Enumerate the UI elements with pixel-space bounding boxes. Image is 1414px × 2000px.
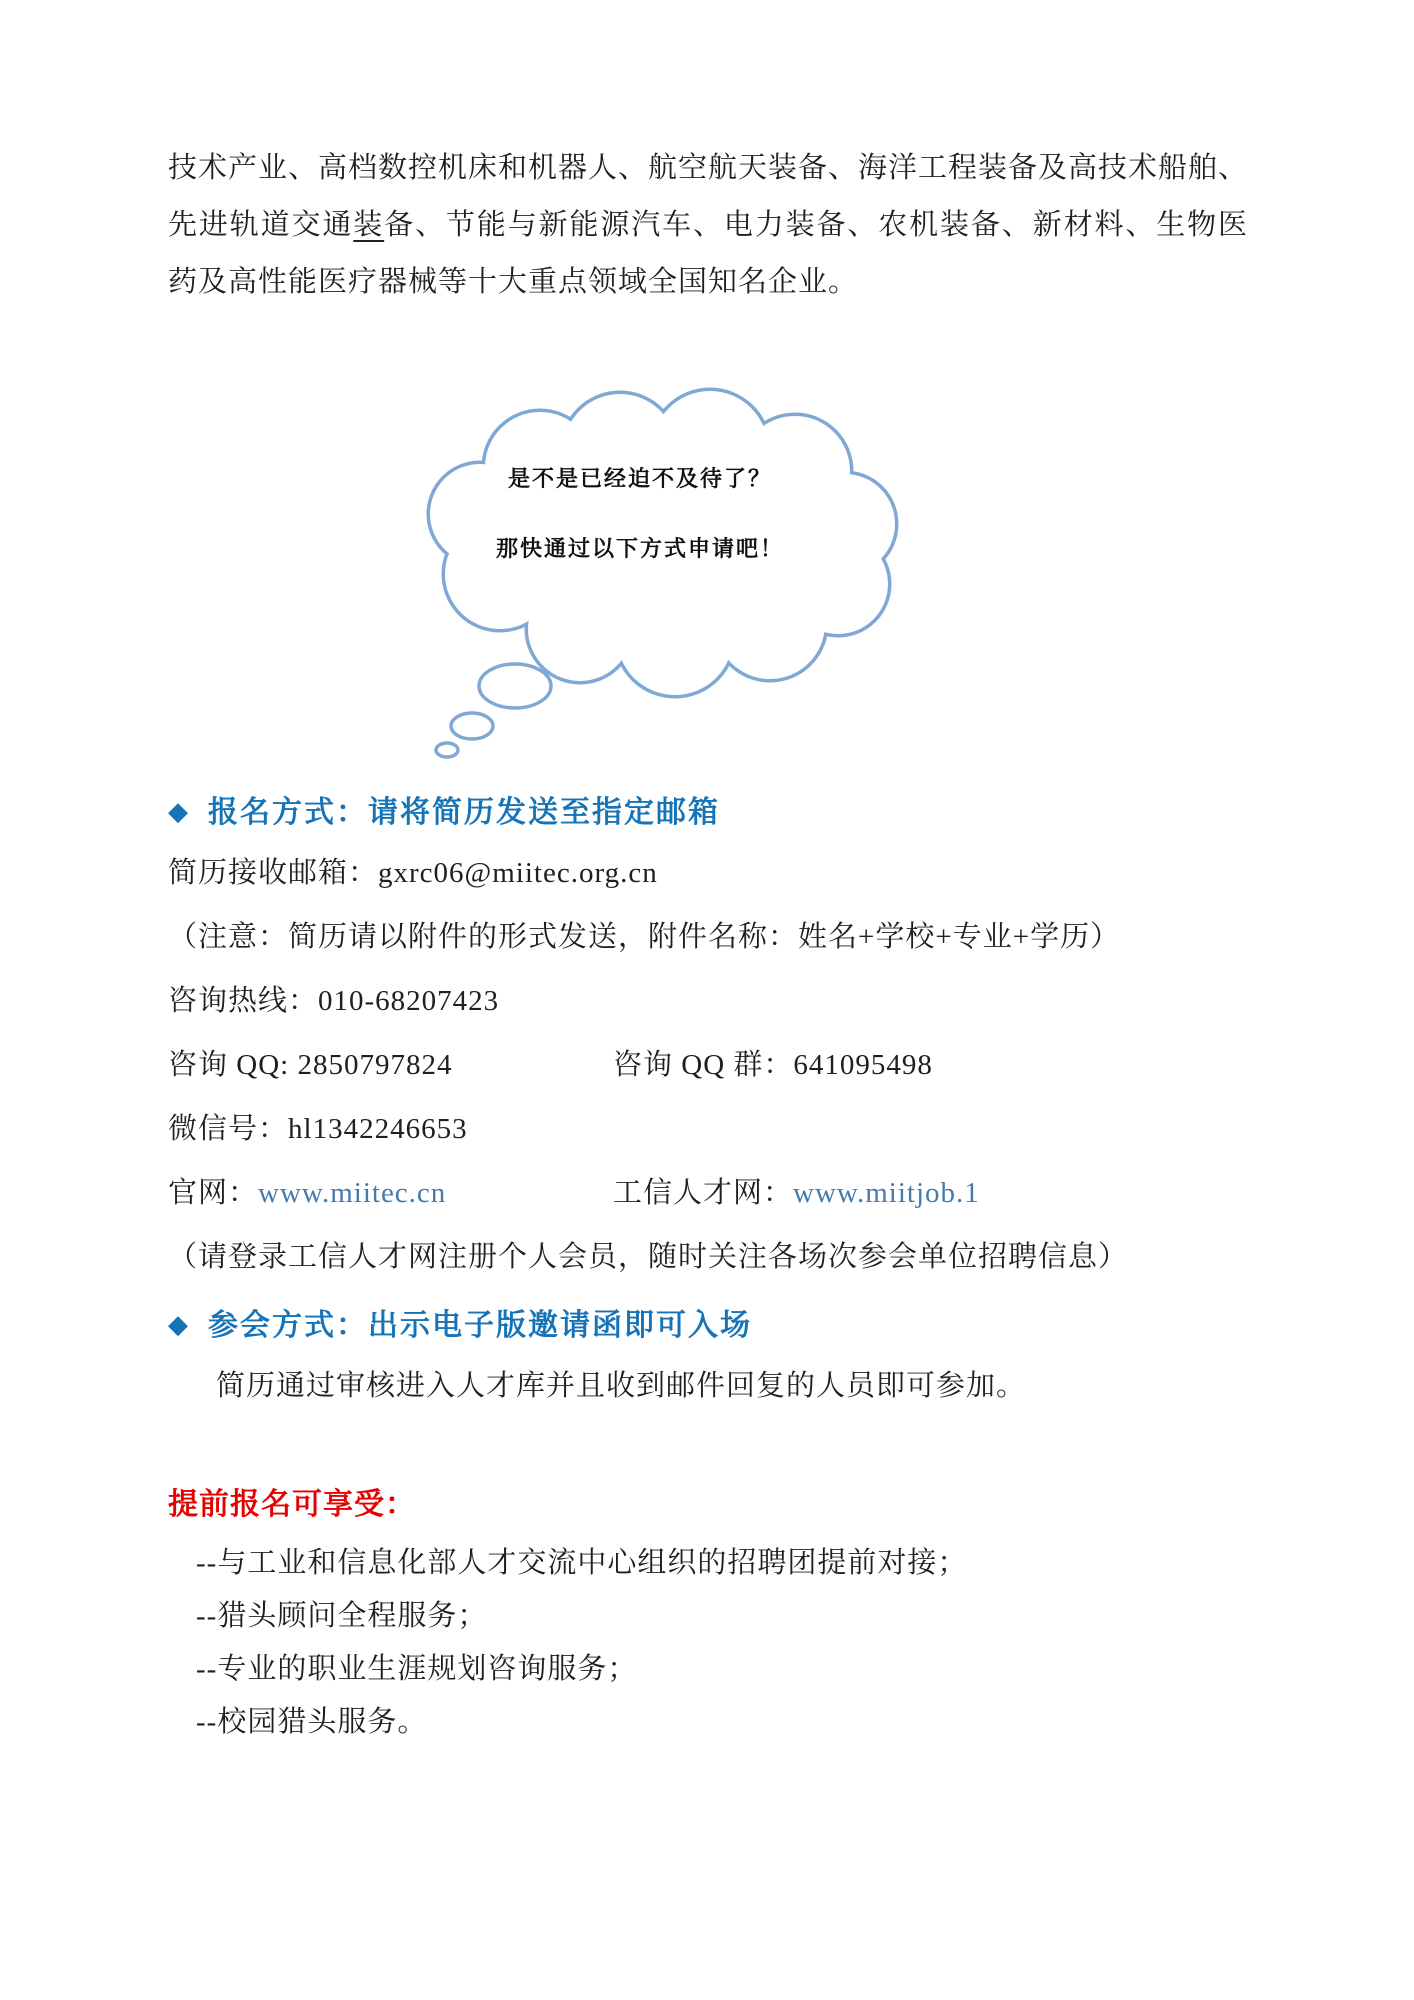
register-note-line: （请登录工信人才网注册个人会员，随时关注各场次参会单位招聘信息） <box>168 1241 1129 1273</box>
attachment-note-line: （注意：简历请以附件的形式发送，附件名称：姓名+学校+专业+学历） <box>168 921 1121 953</box>
hotline-line <box>168 986 1248 1017</box>
attend-heading-text: 参会方式：出示电子版邀请函即可入场 <box>208 1309 752 1342</box>
cloud-text-line2: 那快通过以下方式申请吧！ <box>495 536 784 561</box>
cloud-text-line1: 是不是已经迫不及待了？ <box>507 466 772 491</box>
qq-value: 2850797824 <box>297 1049 453 1081</box>
hotline-label: 咨询热线： <box>168 985 319 1017</box>
official-site-label: 官网： <box>168 1177 259 1209</box>
websites-line <box>168 1178 1248 1209</box>
qq-group-value: 641095498 <box>793 1049 933 1081</box>
benefit-item: --专业的职业生涯规划咨询服务； <box>196 1653 638 1685</box>
thought-cloud-icon <box>400 381 900 771</box>
wechat-label: 微信号： <box>168 1113 289 1145</box>
official-site-column <box>168 1178 613 1209</box>
wechat-value: hl1342246653 <box>288 1113 468 1145</box>
email-line <box>168 858 1248 889</box>
benefit-item: --与工业和信息化部人才交流中心组织的招聘团提前对接； <box>196 1547 968 1579</box>
benefit-item: --猎头顾问全程服务； <box>196 1600 488 1632</box>
intro-underlined-char: 装 <box>353 209 385 241</box>
hotline-value: 010-68207423 <box>318 985 500 1017</box>
qq-group-label: 咨询 QQ 群： <box>613 1049 794 1081</box>
attend-description: 简历通过审核进入人才库并且收到邮件回复的人员即可参加。 <box>216 1370 1027 1402</box>
intro-text-1: 技术产业、高档数控机床和机器人、航空航天装备、海洋工程装备及高技术船舶、先进轨道交通 <box>168 152 1249 241</box>
benefit-item: --校园猎头服务。 <box>196 1706 428 1738</box>
email-label: 简历接收邮箱： <box>168 857 379 889</box>
qq-line <box>168 1050 1248 1081</box>
job-site-label: 工信人才网： <box>613 1177 794 1209</box>
diamond-bullet-icon: ◆ <box>168 797 190 826</box>
benefits-heading: 提前报名可享受： <box>168 1488 416 1521</box>
qq-label: 咨询 QQ: <box>168 1049 298 1081</box>
qq-column <box>168 1050 613 1081</box>
diamond-bullet-icon: ◆ <box>168 1310 190 1339</box>
signup-section-heading <box>168 793 1248 832</box>
qq-group-column <box>613 1049 933 1081</box>
official-site-link[interactable]: www.miitec.cn <box>258 1177 447 1209</box>
intro-paragraph <box>168 140 1248 311</box>
job-site-link[interactable]: www.miitjob.1 <box>793 1177 980 1209</box>
email-value: gxrc06@miitec.org.cn <box>378 857 658 889</box>
intro-text-2: 备、节能与新能源汽车、电力装备、农机装备、新材料、生物医药及高性能医疗器械等十大重点领域全国知名企业。 <box>168 209 1248 298</box>
job-site-column <box>613 1177 980 1209</box>
wechat-line <box>168 1114 1248 1145</box>
thought-bubble <box>168 311 1248 771</box>
signup-heading-text: 报名方式：请将简历发送至指定邮箱 <box>208 796 720 829</box>
attend-section-heading <box>168 1306 1248 1345</box>
